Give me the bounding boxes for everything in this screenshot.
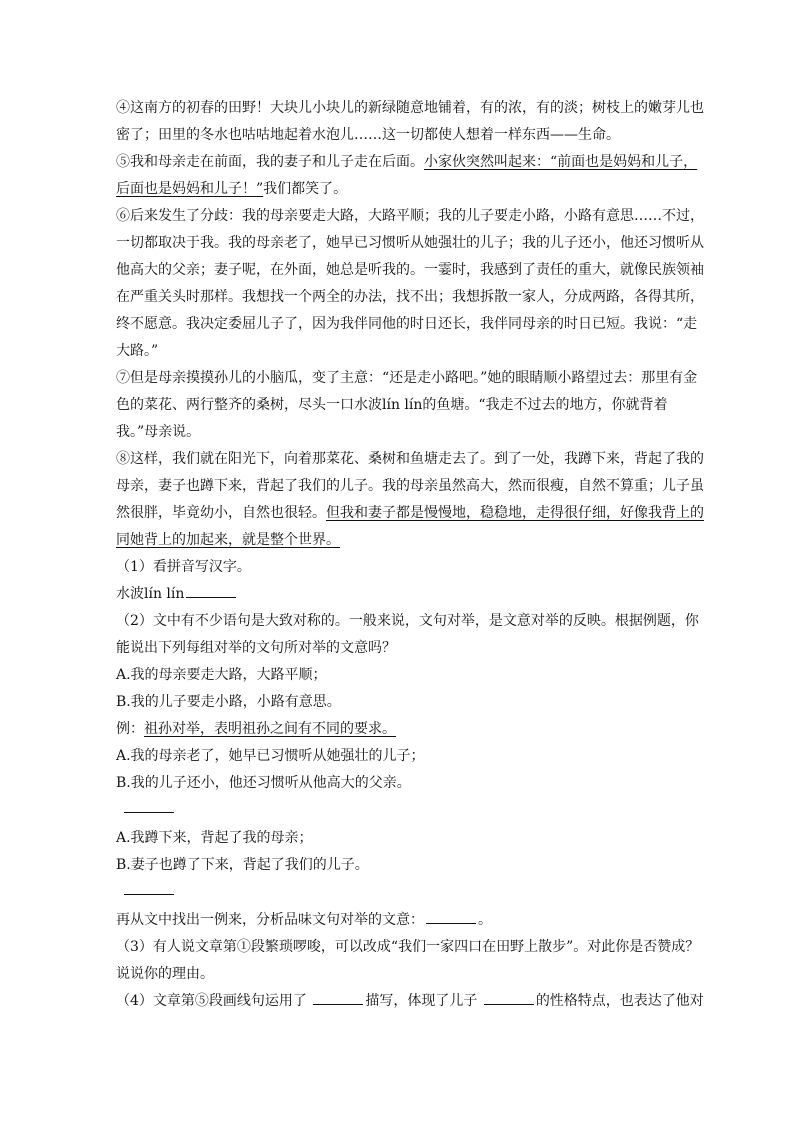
question-4-part-a: （4）文章第⑤段画线句运用了 (116, 993, 312, 1009)
question-4-part-b: 描写，体现了儿子 (365, 993, 482, 1009)
answer-blank-q4-1[interactable] (313, 1003, 363, 1005)
question-2-more-text: 再从文中找出一例来，分析品味文句对举的文意： (116, 912, 424, 928)
paragraph-8-text: ⑧这样，我们就在阳光下，向着那菜花、桑树和鱼塘走去了。到了一处，我蹲下来，背起了我的母亲，妻子也蹲下来，背起了我们的儿子。我的母亲虽然高大，然而很瘦，自然不算重；儿子虽然很胖，毕竟幼小，自然也很轻。 (116, 451, 704, 521)
example-answer-text: 祖孙对举，表明祖孙之间有不同的要求。 (144, 721, 396, 737)
answer-blank-group-1[interactable] (124, 797, 174, 813)
paragraph-6: ⑥后来发生了分歧：我的母亲要走大路，大路平顺；我的儿子要走小路，小路有意思……不过，一切都取决于我。我的母亲老了，她早已习惯听从她强壮的儿子；我的儿子还小，他还习惯听从他高大的父亲；妻子呢，在外面，她总是听我的。一霎时，我感到了责任的重大，就像民族领袖在严重关头时那样。我想找一个两全的办法，找不出；我想拆散一家人，分成两路，各得其所，终不愿意。我决定委屈儿子了，因为我伴同他的时日还长，我伴同母亲的时日已短。我说：“走大路。” (116, 208, 704, 359)
question-2-example-answer (116, 716, 706, 743)
paragraph-7: ⑦但是母亲摸摸孙儿的小脑瓜，变了主意：“还是走小路吧。”她的眼睛顺小路望过去：那里有金色的菜花、两行整齐的桑树，尽头一口水波lín lín的鱼塘。“我走不过去的地方，你就背着我。”母亲说。 (116, 370, 698, 440)
question-2-group-1-a: A.我的母亲老了，她早已习惯听从她强壮的儿子； (116, 748, 425, 764)
answer-blank-q4-2[interactable] (484, 1003, 534, 1005)
paragraph-8-underlined: 但我和妻子都是慢慢地，稳稳地，走得很仔细，好像我背上的同她背上的加起来，就是整个世界。 (116, 505, 704, 548)
question-2-title: （2）文中有不少语句是大致对称的。一般来说，文句对举，是文意对举的反映。根据例题，你能说出下列每组对举的文句所对举的文意吗？ (116, 613, 699, 656)
answer-blank-group-2[interactable] (124, 879, 174, 895)
question-2-group-2-b: B.妻子也蹲了下来，背起了我们的儿子。 (116, 857, 369, 873)
document-page (116, 95, 706, 1015)
paragraph-5-intro: ⑤我和母亲走在前面，我的妻子和儿子走在后面。 (116, 154, 424, 170)
paragraph-5 (116, 149, 706, 203)
question-2-more (116, 907, 706, 934)
question-2-group-2-a: A.我蹲下来，背起了我的母亲； (116, 830, 313, 846)
question-1-title: （1）看拼音写汉字。 (116, 559, 251, 575)
question-2-example-b: B.我的儿子要走小路，小路有意思。 (116, 694, 341, 710)
question-2-example-a: A.我的母亲要走大路，大路平顺； (116, 667, 327, 683)
question-1-prompt-text: 水波lín lín (116, 586, 185, 602)
question-2-more-end: 。 (478, 912, 492, 928)
answer-blank-q2-more[interactable] (426, 922, 476, 924)
question-4 (116, 988, 706, 1015)
example-label: 例： (116, 721, 144, 737)
answer-blank-q1[interactable] (186, 596, 236, 598)
paragraph-5-end: 我们都笑了。 (263, 181, 348, 197)
question-4-part-c: 的性格特点，也表达了他对 (535, 993, 704, 1009)
paragraph-5-underlined: 小家伙突然叫起来：“前面也是妈妈和儿子，后面也是妈妈和儿子！” (116, 154, 698, 197)
paragraph-8 (116, 446, 706, 554)
question-3: （3）有人说文章第①段繁琐啰唆，可以改成“我们一家四口在田野上散步”。对此你是否赞成？说说你的理由。 (116, 939, 700, 982)
paragraph-4: ④这南方的初春的田野！大块儿小块儿的新绿随意地铺着，有的浓，有的淡；树枝上的嫩芽儿也密了；田里的冬水也咕咕地起着水泡儿……这一切都使人想着一样东西——生命。 (116, 100, 704, 143)
question-1-prompt (116, 581, 706, 608)
question-2-group-1-b: B.我的儿子还小，他还习惯听从他高大的父亲。 (116, 775, 411, 791)
